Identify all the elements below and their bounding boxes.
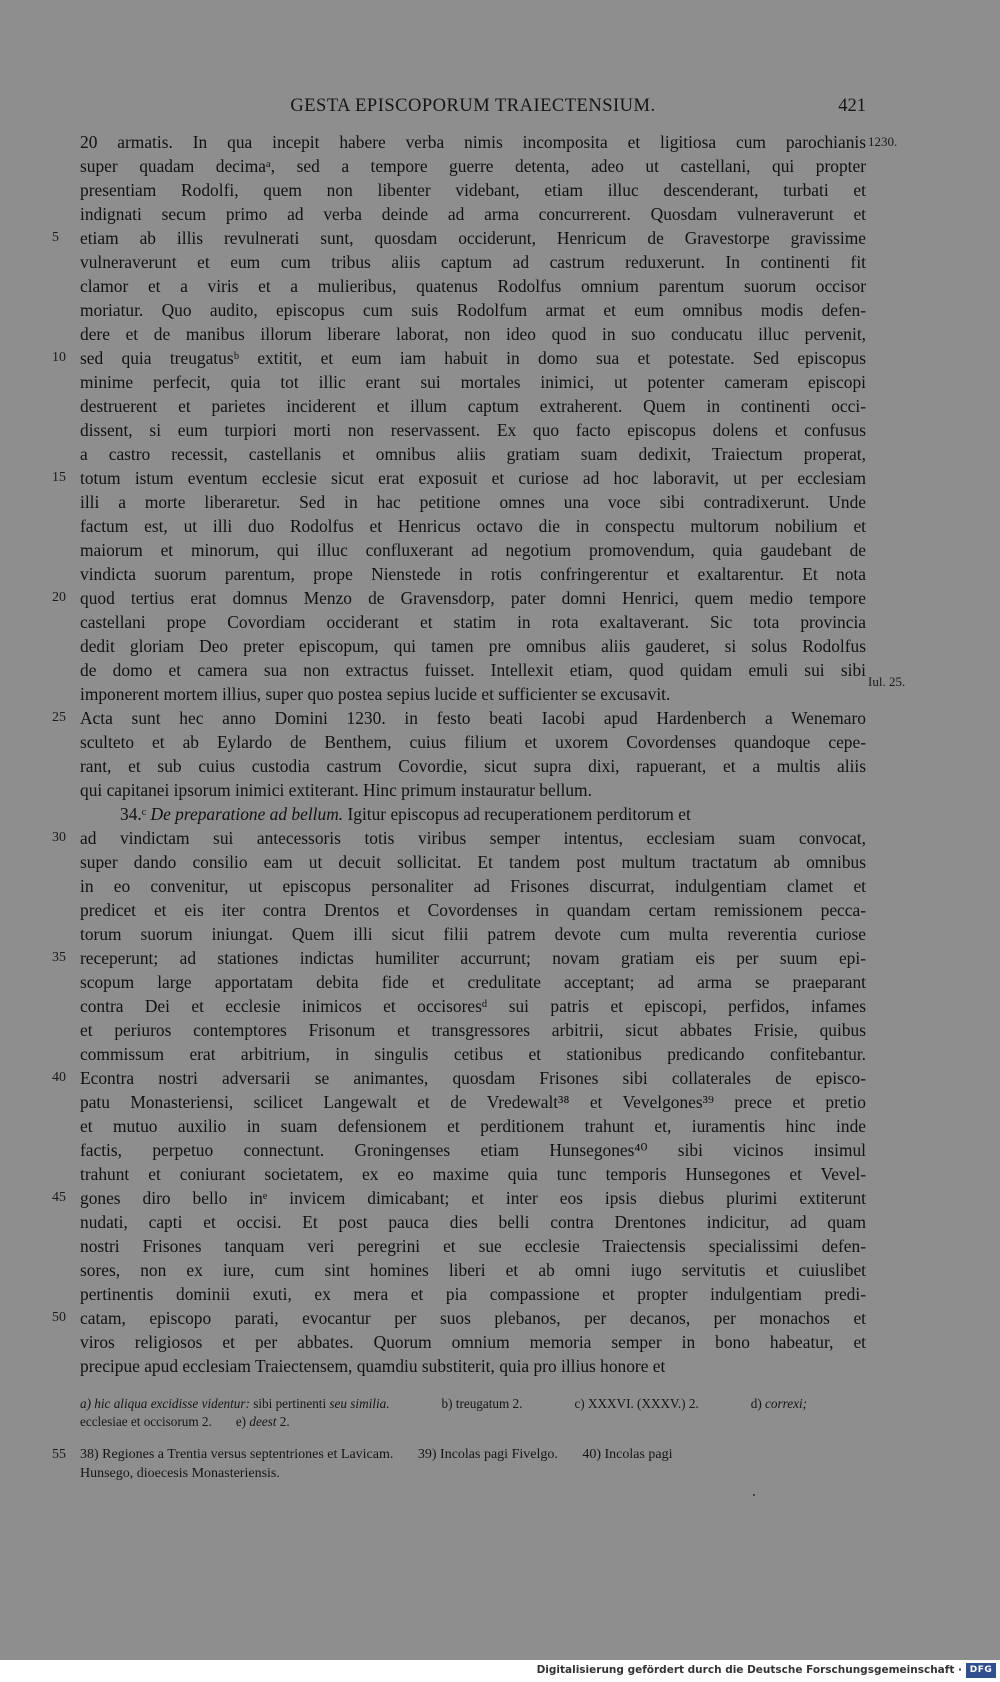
text-line: de domo et camera sua non extractus fuisset. Intellexit etiam, quod quidam emuli sui sibi: [80, 660, 866, 680]
text-line: super quadam decimaᵃ, sed a tempore guerre detenta, adeo ut castellani, qui propter: [80, 156, 866, 176]
text-line: trahunt et coniurant societatem, ex eo maxime quia tunc temporis Hunsegones et Vevel-: [80, 1164, 866, 1184]
text-line: et periuros contemptores Frisonum et transgressores arbitrii, sicut abbates Frisie, quibus: [80, 1020, 866, 1040]
endnote-line: 38) Regiones a Trentia versus septentriones et Lavicam. 39) Incolas pagi Fivelgo. 40) Incolas pagi: [80, 1447, 673, 1462]
text-line: vindicta suorum parentum, prope Nienstede in rotis confringerentur et exaltarentur. Et nota: [80, 564, 866, 584]
footnote-a-italic: a) hic aliqua excidisse videntur:: [80, 1396, 250, 1411]
text-line: factum est, ut illi duo Rodolfus et Henricus octavo die in conspectu multorum nobilium et: [80, 516, 866, 536]
text-line: patu Monasteriensi, scilicet Langewalt et de Vredewalt³⁸ et Vevelgones³⁹ prece et pretio: [80, 1092, 866, 1112]
page-number: 421: [838, 96, 866, 116]
text-line: scopum large apportatam debita fide et credulitate acceptant; ad arma se praeparant: [80, 972, 866, 992]
line-number: 5: [52, 230, 59, 245]
text-line: receperunt; ad stationes indictas humiliter accurrunt; novam gratiam eis per suum epi-: [80, 948, 866, 968]
text-line: in eo convenitur, ut episcopus personaliter ad Frisones discurrat, indulgentiam clamet et: [80, 876, 866, 896]
line-number: 20: [52, 590, 66, 605]
text-line: castellani prope Covordiam occiderant et statim in rota exaltaverant. Sic tota provincia: [80, 612, 866, 632]
text-line: super dando consilio eam ut decuit sollicitat. Et tandem post multum tractatum ab omnibus: [80, 852, 866, 872]
footnote-d-continued: ecclesiae et occisorum 2.: [80, 1414, 212, 1429]
text-line: pertinentis dominii exuti, ex mera et pia compassione et propter indulgentiam predi-: [80, 1284, 866, 1304]
text-line: viros religiosos et per abbates. Quorum omnium memoria semper in bono habeatur, et: [80, 1332, 866, 1352]
text-line: minime perfecit, quia tot illic erant sui mortales inimici, ut potenter cameram episcopi: [80, 372, 866, 392]
text-line: precipue apud ecclesiam Traiectensem, quamdiu substiterit, quia pro illius honore et: [80, 1356, 666, 1376]
line-number: 55: [52, 1447, 66, 1462]
footnote-e-italic: deest: [249, 1414, 277, 1429]
running-header: [80, 96, 866, 124]
text-line: sed quia treugatusᵇ extitit, et eum iam habuit in domo sua et potestate. Sed episcopus: [80, 348, 866, 368]
footnote-line: [80, 1413, 866, 1431]
text-line: rant, et sub cuius custodia castrum Covordie, sicut supra dixi, rapuerant, et a multis aliis: [80, 756, 866, 776]
line-number: 50: [52, 1310, 66, 1325]
line-number: 35: [52, 950, 66, 965]
footnote-e-label: e): [235, 1414, 250, 1429]
text-line: Econtra nostri adversarii se animantes, quosdam Frisones sibi collaterales de episco-: [80, 1068, 866, 1088]
text-line: et mutuo auxilio in suam defensionem et perditionem trahunt et, iuramentis hinc inde: [80, 1116, 866, 1136]
text-line: illi a morte liberaretur. Sed in hac petitione omnes una voce sibi contradixerunt. Unde: [80, 492, 866, 512]
text-line: imponerent mortem illius, super quo postea sepius lucide et sufficienter se excusavit.: [80, 684, 671, 704]
footnote-a-text: sibi pertinenti: [249, 1396, 330, 1411]
footnote-c: c) XXXVI. (XXXV.) 2.: [574, 1396, 699, 1411]
text-line: indignati secum primo ad verba deinde ad arma concurrerent. Quosdam vulneraverunt et: [80, 204, 866, 224]
text-line: totum istum eventum ecclesie sicut erat exposuit et curiose ad hoc laboravit, ut per ecclesiam: [80, 468, 866, 488]
text-line: dere et de manibus illorum liberare laborat, non ideo quod in suo conducatu illuc pervenit,: [80, 324, 866, 344]
text-line: dedit gloriam Deo preter episcopum, qui tamen pre omnibus aliis gauderet, si solus Rodolfus: [80, 636, 866, 656]
text-line: ad vindictam sui antecessoris totis viribus semper intentus, ecclesiam suam convocat,: [80, 828, 866, 848]
text-line: contra Dei et ecclesie inimicos et occisoresᵈ sui patris et episcopi, perfidos, infames: [80, 996, 866, 1016]
line-number: 15: [52, 470, 66, 485]
line-number: 10: [52, 350, 66, 365]
text-line: qui capitanei ipsorum inimici extiterant. Hinc primum instauratur bellum.: [80, 780, 592, 800]
text-line: 34.ᶜ De preparatione ad bellum. Igitur episcopus ad recuperationem perditorum et: [120, 804, 691, 824]
footnote-a-italic-2: seu similia.: [329, 1396, 390, 1411]
text-line: vulneraverunt et eum cum tribus aliis captum ad castrum reduxerunt. In continenti fit: [80, 252, 866, 272]
text-line: gones diro bello inᵉ invicem dimicabant; et inter eos ipsis diebus plurimi extiterunt: [80, 1188, 866, 1208]
line-number: 25: [52, 710, 66, 725]
footnote-b: b) treugatum 2.: [441, 1396, 523, 1411]
endnote-line: Hunsego, dioecesis Monasteriensis.: [80, 1466, 280, 1481]
text-line: commissum erat arbitrium, in singulis cetibus et stationibus predicando confitebantur.: [80, 1044, 866, 1064]
digitization-credit: Digitalisierung gefördert durch die Deutsche Forschungsgemeinschaft ·: [536, 1664, 962, 1676]
line-number: 30: [52, 830, 66, 845]
dfg-logo-icon: DFG: [966, 1663, 996, 1678]
text-line: torum suorum iniungat. Quem illi sicut filii patrem devote cum multa reverentia curiose: [80, 924, 866, 944]
text-line: a castro recessit, castellanis et omnibus aliis gratiam suam dedixit, Traiectum properat,: [80, 444, 866, 464]
text-line: moriatur. Quo audito, episcopus cum suis Rodolfum armat et eum omnibus modis defen-: [80, 300, 866, 320]
footnote-d-label: d): [750, 1396, 766, 1411]
footnote-e-text: 2.: [276, 1414, 290, 1429]
text-line: sculteto et ab Eylardo de Benthem, cuius filium et uxorem Covordenses quandoque cepe-: [80, 732, 866, 752]
text-line: sores, non ex iure, cum sint homines liberi et ab omni iugo servitutis et cuiuslibet: [80, 1260, 866, 1280]
text-line: destruerent et parietes inciderent et illum captum extraherent. Quem in continenti occi-: [80, 396, 866, 416]
text-line: dissent, si eum turpiori morti non reservassent. Ex quo facto episcopus dolens et confusus: [80, 420, 866, 440]
line-number: 40: [52, 1070, 66, 1085]
chapter-heading: De preparatione ad bellum.: [150, 804, 344, 824]
text-line: Acta sunt hec anno Domini 1230. in festo beati Iacobi apud Hardenberch a Wenemaro: [80, 708, 866, 728]
line-number: 45: [52, 1190, 66, 1205]
footnote-line: [80, 1395, 866, 1413]
text-line: etiam ab illis revulnerati sunt, quosdam occiderunt, Henricum de Gravestorpe gravissime: [80, 228, 866, 248]
scan-speck: [753, 1494, 755, 1496]
text-line: presentiam Rodolfi, quem non libenter videbant, etiam illuc descenderant, turbati et: [80, 180, 866, 200]
text-line: maiorum et minorum, qui illuc confluxerant ad negotium promovendum, quia gaudebant de: [80, 540, 866, 560]
text-line: nostri Frisones tanquam veri peregrini et sue ecclesie Traiectensis specialissimi defen-: [80, 1236, 866, 1256]
side-note-date: Iul. 25.: [868, 674, 906, 689]
text-line: nudati, capti et occisi. Et post pauca dies belli contra Drentones indicitur, ad quam: [80, 1212, 866, 1232]
text-line: quod tertius erat domnus Menzo de Gravensdorp, pater domni Henrici, quem medio tempore: [80, 588, 866, 608]
side-note-year: 1230.: [868, 134, 898, 149]
text-line: 20 armatis. In qua incepit habere verba nimis incomposita et ligitiosa cum parochianis: [80, 132, 866, 152]
footnote-d-italic: correxi;: [765, 1396, 808, 1411]
text-line: catam, episcopo parati, evocantur per suos plebanos, per decanos, per monachos et: [80, 1308, 866, 1328]
footer-bar: [0, 1660, 1000, 1682]
text-line: predicet et eis iter contra Drentos et Covordenses in quandam certam remissionem pecca-: [80, 900, 866, 920]
text-line: clamor et a viris et a mulieribus, quatenus Rodolfus omnium parentum suorum occisor: [80, 276, 866, 296]
header-title: GESTA EPISCOPORUM TRAIECTENSIUM.: [290, 96, 656, 116]
text-line: factis, perpetuo connectunt. Groningenses etiam Hunsegones⁴⁰ sibi vicinos insimul: [80, 1140, 866, 1160]
